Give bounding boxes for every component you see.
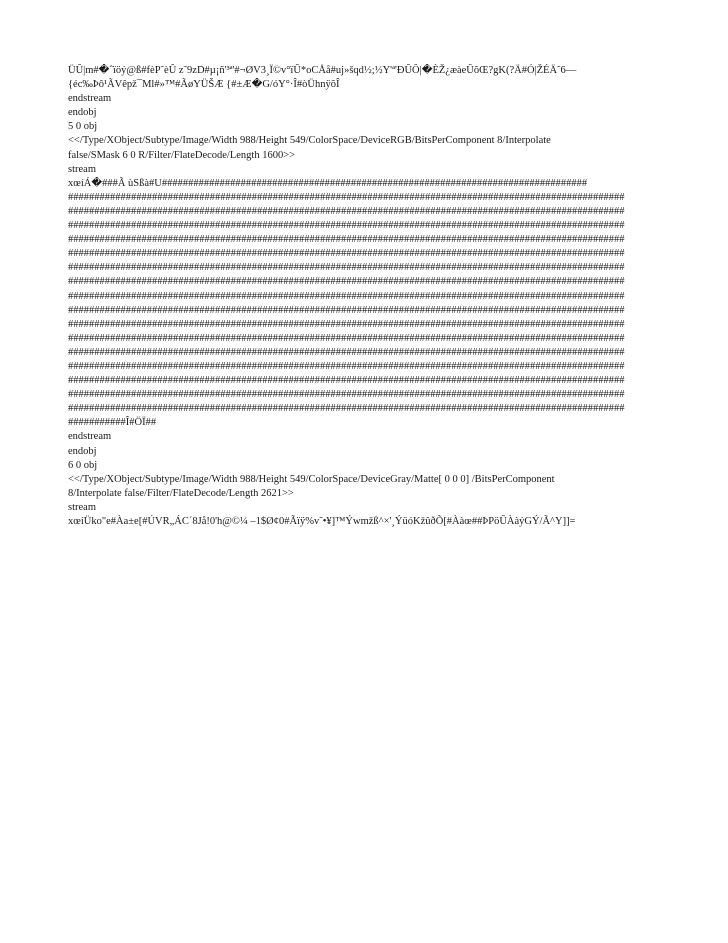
text-line: ########################################################################################################## [68,191,625,203]
text-line: ########################################################################################################## [68,346,625,358]
text-line: ###########Î#ÖÏ## [68,417,157,429]
text-line: xœíÁ�###Ã ùSßà#U################################################################################# [68,177,588,189]
raw-pdf-text [68,64,668,529]
text-line: ########################################################################################################## [68,304,625,316]
text-line: 6 0 obj [68,459,98,471]
text-line: stream [68,501,96,513]
text-line: 8/Interpolate false/Filter/FlateDecode/Length 2621>> [68,487,294,499]
text-line: false/SMask 6 0 R/Filter/FlateDecode/Length 1600>> [68,149,296,161]
text-line: ########################################################################################################## [68,375,625,387]
text-line: <</Type/XObject/Subtype/Image/Width 988/Height 549/ColorSpace/DeviceRGB/BitsPerComponent 8/Interpolate [68,135,551,147]
text-line: ########################################################################################################## [68,248,625,260]
text-line: ########################################################################################################## [68,205,625,217]
text-line: ########################################################################################################## [68,332,625,344]
text-line: ########################################################################################################## [68,360,625,372]
text-line: ########################################################################################################## [68,290,625,302]
text-line: endstream [68,93,112,105]
text-line: xœíÜko"e#Àa±e[#ÚVR„ÁC´8Jå!0'h@©¼ –1$Ø¢0#Ãïÿ%v˜•¥]™Ýwmžß^×'¸ÝüóKžûðÕ[#Ààœ##ÞPöÛÀàýGÝ/Ã^Y]]= [68,516,576,527]
text-line: <</Type/XObject/Subtype/Image/Width 988/Height 549/ColorSpace/DeviceGray/Matte[ 0 0 0] /BitsPerComponent [68,473,555,485]
text-line: ÜÛ|m#�ˆïöý@ß#fèP˜èÛ z˜9zD#µ¡ñ'³ª'#¬ØV3¸Ï©v°ïÛ*oCÅå#uj»šqd½;½Y'ª'ÐÛÔ|�ÈŽ¿æàeÛõŒ?gK(?Ä#Ó|ŽÉÄ˜6— [68,65,577,76]
text-line: ########################################################################################################## [68,262,625,274]
text-line: endobj [68,445,97,457]
text-line: {éc‰Þô¹ÃVêpž¯Ml#»™#ÃøYÜŠÆ {#±Æ�G/óY°·Î#òÜhnÿõÎ [68,79,340,91]
text-line: endstream [68,431,112,443]
text-line: endobj [68,107,97,119]
text-line: ########################################################################################################## [68,403,625,415]
text-line: ########################################################################################################## [68,220,625,232]
text-line: 5 0 obj [68,121,98,133]
text-line: ########################################################################################################## [68,276,625,288]
text-line: ########################################################################################################## [68,389,625,401]
text-line: stream [68,163,96,175]
text-line: ########################################################################################################## [68,234,625,246]
text-line: ########################################################################################################## [68,318,625,330]
